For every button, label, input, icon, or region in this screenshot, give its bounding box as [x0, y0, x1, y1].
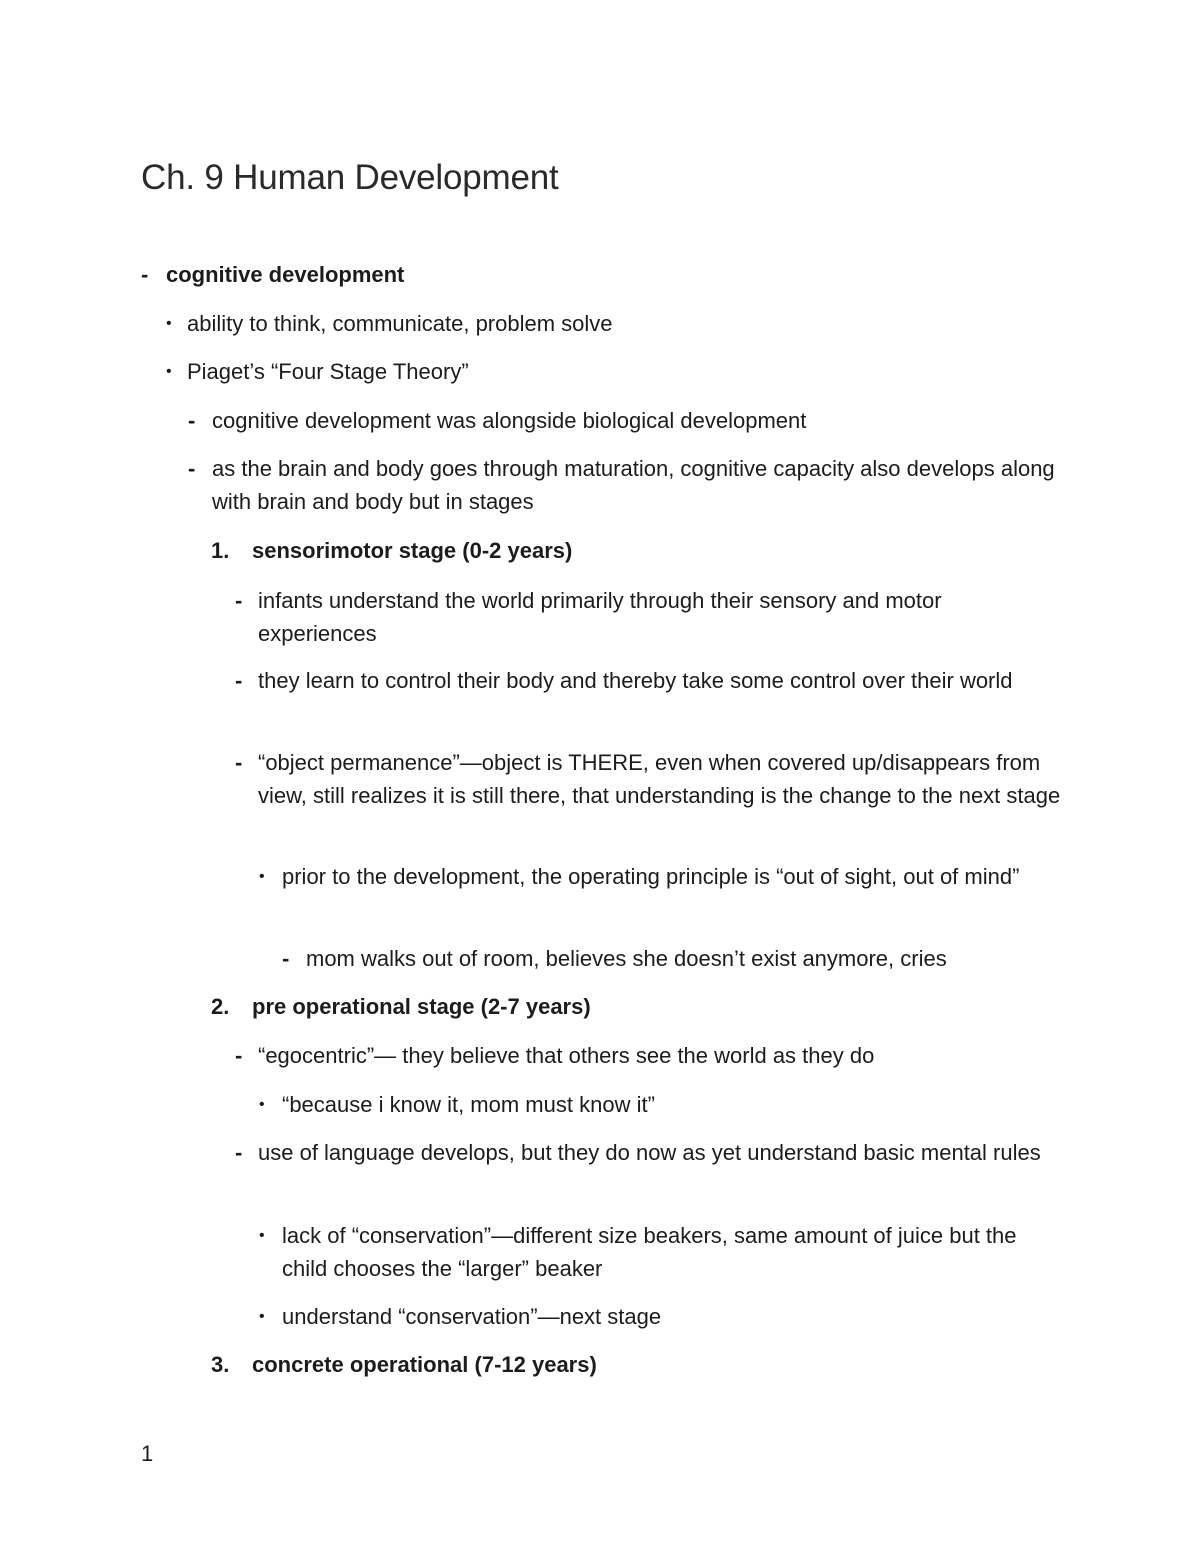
outline-item-text: cognitive development [166, 262, 405, 287]
outline-item-text: mom walks out of room, believes she doesn’t exist anymore, cries [306, 946, 947, 971]
dash-marker: - [235, 1043, 243, 1068]
page-number: 1 [141, 1441, 154, 1466]
dash-marker: - [188, 408, 196, 433]
dash-marker: - [235, 588, 243, 613]
bullet-marker: • [259, 1096, 265, 1113]
outline-item-text: “because i know it, mom must know it” [282, 1092, 655, 1117]
dash-marker: - [235, 1140, 243, 1165]
outline-item-text: use of language develops, but they do now as yet understand basic mental rules [258, 1140, 1041, 1165]
outline-item-bullet [259, 1088, 1061, 1121]
outline-item-dash [188, 452, 1068, 518]
outline-item-text: pre operational stage (2-7 years) [252, 994, 591, 1019]
outline-item-text: concrete operational (7-12 years) [252, 1352, 597, 1377]
outline-item-text: ability to think, communicate, problem solve [187, 311, 613, 336]
bullet-marker: • [166, 363, 172, 380]
outline-item-text: cognitive development was alongside biological development [212, 408, 807, 433]
outline-item-stage-3 [211, 1348, 1061, 1381]
outline-item-stage-1 [211, 534, 1061, 567]
bullet-marker: • [259, 868, 265, 885]
number-marker: 2. [211, 994, 230, 1019]
outline-item-text: understand “conservation”—next stage [282, 1304, 662, 1329]
number-marker: 1. [211, 538, 230, 563]
outline-item-text: “object permanence”—object is THERE, even when covered up/disappears from view, still realizes it is still there, that understanding is the change to the next stage [258, 750, 1061, 808]
outline-item-bullet [166, 307, 1061, 340]
outline-item-dash [235, 1039, 1061, 1072]
outline-item-dash [235, 1136, 1045, 1169]
number-marker: 3. [211, 1352, 230, 1377]
outline-item-cognitive-development [141, 258, 1061, 291]
outline-item-text: lack of “conservation”—different size beakers, same amount of juice but the child chooses the “larger” beaker [282, 1223, 1017, 1281]
dash-marker: - [188, 456, 196, 481]
outline-item-text: they learn to control their body and thereby take some control over their world [258, 668, 1013, 693]
outline-item-dash [188, 404, 1061, 437]
dash-marker: - [235, 750, 243, 775]
outline-item-dash [282, 942, 1062, 975]
bullet-marker: • [259, 1308, 265, 1325]
outline-item-bullet [259, 860, 1039, 893]
outline-item-dash [235, 584, 1045, 650]
outline-item-text: infants understand the world primarily through their sensory and motor experiences [258, 588, 942, 646]
bullet-marker: • [166, 315, 172, 332]
outline-item-dash [235, 664, 1045, 697]
outline-item-stage-2 [211, 990, 1061, 1023]
outline-item-text: as the brain and body goes through maturation, cognitive capacity also develops along with brain and body but in stages [212, 456, 1055, 514]
outline-item-text: “egocentric”— they believe that others see the world as they do [258, 1043, 875, 1068]
outline-item-dash [235, 746, 1065, 812]
page-title: Ch. 9 Human Development [141, 158, 559, 197]
dash-marker: - [282, 946, 290, 971]
outline-item-text: sensorimotor stage (0-2 years) [252, 538, 573, 563]
dash-marker: - [235, 668, 243, 693]
outline-item-bullet [259, 1219, 1039, 1285]
outline-item-bullet [259, 1300, 1039, 1333]
bullet-marker: • [259, 1227, 265, 1244]
outline-item-text: prior to the development, the operating principle is “out of sight, out of mind” [282, 864, 1020, 889]
dash-marker: - [141, 262, 149, 287]
outline-item-bullet [166, 355, 1061, 388]
outline-item-text: Piaget’s “Four Stage Theory” [187, 359, 469, 384]
